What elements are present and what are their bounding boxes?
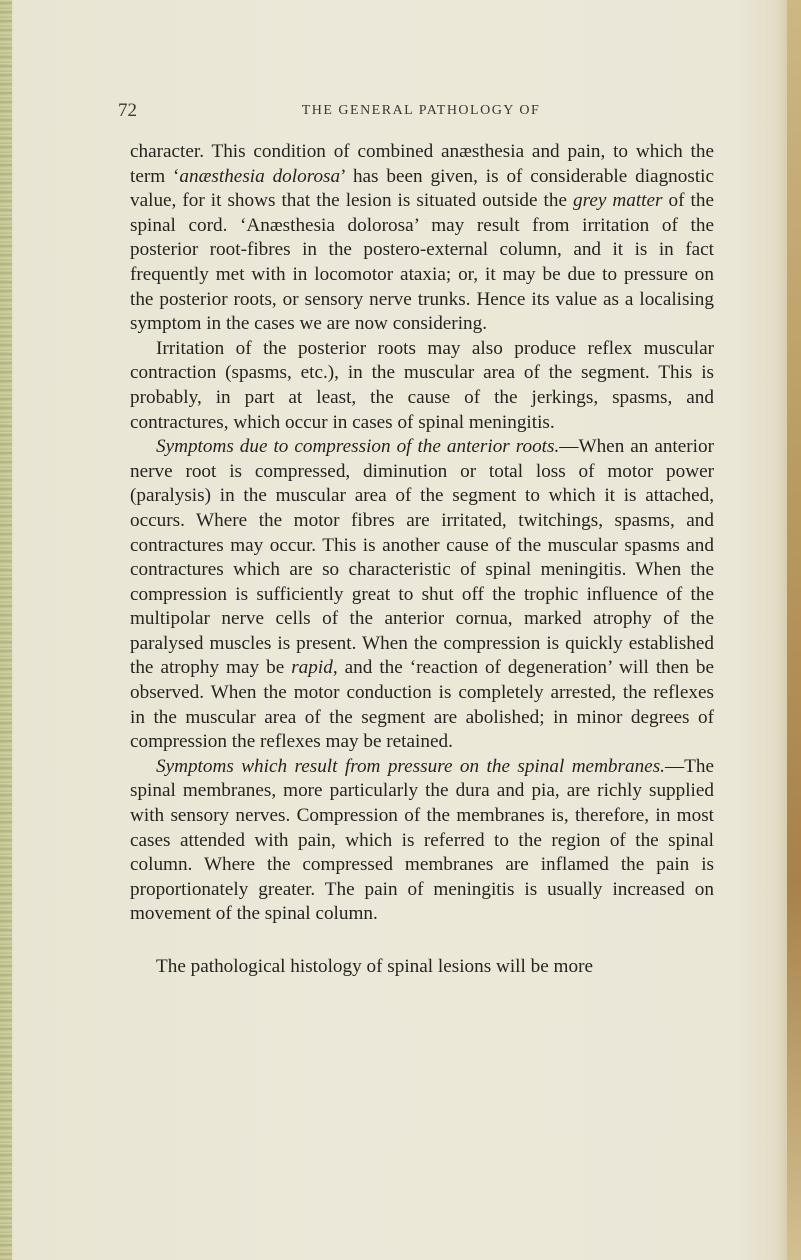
paragraph-1-text-e: of the spinal cord. ‘Anæsthesia dolorosa’ may result from irritation of the posterior root-fibres in the postero-external column, and it is in fact frequently met with in locomotor ataxia; or, it may be due to pressure on the posterior roots, or sensory nerve trunks. Hence its value as a localising symptom in the cases we are now considering. (130, 190, 714, 335)
paragraph-2 (130, 337, 714, 435)
page-right-edge (787, 0, 801, 1260)
page-number: 72 (118, 100, 137, 121)
paragraph-1 (130, 140, 714, 337)
paragraph-5-text: The pathological histology of spinal lesions will be more (156, 956, 593, 977)
section-heading-anterior-roots: Symptoms due to compression of the anterior roots. (156, 436, 560, 458)
page-header (118, 100, 724, 126)
paragraph-4 (130, 755, 714, 927)
term-anaesthesia-dolorosa: anæsthesia dolorosa (179, 165, 341, 187)
term-rapid: rapid (291, 657, 333, 679)
paragraph-5 (130, 955, 714, 980)
paragraph-3-text-c: , and the ‘reaction of degeneration’ will then be observed. When the motor conduction is completely arrested, the reflexes in the muscular area of the segment are abolished; in minor degrees of compression the reflexes may be retained. (130, 657, 714, 753)
paragraph-1-text-a: character. This condition of combined anæsthesia and pain, to which the term ‘ (130, 141, 714, 187)
body-text (130, 140, 714, 980)
paragraph-3 (130, 435, 714, 755)
paragraph-1-text-c: ’ has been given, is of considerable diagnostic value, for it shows that the lesion is situated outside the (130, 165, 714, 212)
paragraph-3-text-a: —When an anterior nerve root is compressed, diminution or total loss of motor power (paralysis) in the muscular area of the segment to which it is attached, occurs. Where the motor fibres are irritated, twitchings, spasms, and contractures may occur. This is another cause of the muscular spasms and contractures which are so characteristic of spinal meningitis. When the compression is sufficiently great to shut off the trophic influence of the multipolar nerve cells of the anterior cornua, marked atrophy of the paralysed muscles is present. When the compression is quickly established the atrophy may be (130, 436, 714, 679)
paragraph-2-text: Irritation of the posterior roots may also produce reflex muscular contraction (spasms, etc.), in the muscular area of the segment. This is probably, in part at least, the cause of the jerkings, spasms, and contractures, which occur in cases of spinal meningitis. (130, 337, 714, 433)
paragraph-4-text: —The spinal membranes, more particularly the dura and pia, are richly supplied with sensory nerves. Compression of the membranes is, therefore, in most cases attended with pain, which is referred to the region of the spinal column. Where the compressed membranes are inflamed the pain is proportionately greater. The pain of meningitis is usually increased on movement of the spinal column. (130, 755, 714, 925)
page-left-edge (0, 0, 12, 1260)
term-grey-matter: grey matter (573, 190, 663, 212)
section-heading-spinal-membranes: Symptoms which result from pressure on the spinal membranes. (156, 755, 665, 777)
running-head: THE GENERAL PATHOLOGY OF (301, 103, 541, 118)
